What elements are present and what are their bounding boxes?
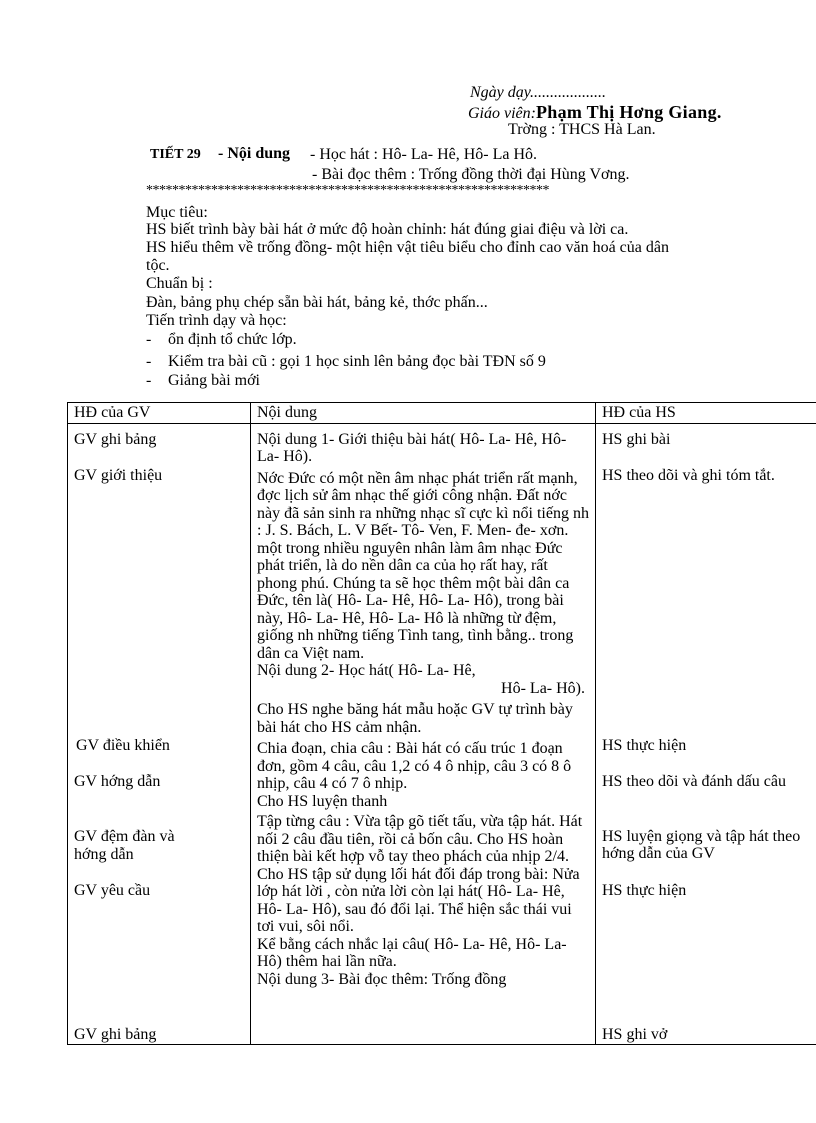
teacher-line (468, 102, 722, 123)
content-paragraph: Cho HS nghe băng hát mẫu hoặc GV tự trình bày bài hát cho HS cảm nhận. (257, 701, 573, 736)
process-heading: Tiến trình dạy và học: (146, 312, 287, 329)
hs-activity: HS ghi bài (602, 430, 671, 448)
content-label: - Nội dung (218, 145, 291, 162)
gv-activity: GV hớng dẫn (74, 772, 161, 790)
preparation-line: Đàn, bảng phụ chép sẵn bài hát, bảng kẻ, thớc phấn... (146, 294, 488, 311)
hs-activity: HS theo dõi và ghi tóm tắt. (602, 466, 775, 484)
table-row (68, 423, 816, 1044)
lesson-plan-table (67, 402, 816, 1045)
content-paragraph: Tập từng câu : Vừa tập gõ tiết tấu, vừa tập hát. Hát nối 2 câu đầu tiên, rồi cả bốn câu. Cho HS hoàn thiện bài kết hợp vỗ tay theo phách của nhịp 2/4. (257, 813, 583, 865)
objectives-line-3: tộc. (146, 257, 170, 274)
lesson-item-2: - Bài đọc thêm : Trống đồng thời đại Hùng Vơng. (312, 166, 630, 183)
gv-activity: GV đệm đàn và (74, 827, 175, 845)
gv-activity: GV điều khiển (76, 736, 170, 754)
lesson-item-1: - Học hát : Hô- La- Hê, Hô- La Hô. (310, 146, 538, 163)
hs-activity: HS ghi vở (602, 1025, 668, 1043)
objectives-heading: Mục tiêu: (146, 204, 208, 221)
content-paragraph: Kể bằng cách nhắc lại câu( Hô- La- Hê, Hô- La- Hô) thêm hai lần nữa. (257, 935, 567, 970)
header-gv: HĐ của GV (68, 403, 251, 424)
process-step: - Kiểm tra bài cũ : gọi 1 học sinh lên bảng đọc bài TĐN số 9 (146, 353, 546, 370)
lesson-code: TIẾT 29 (150, 147, 201, 162)
table-header-row (68, 403, 816, 424)
teacher-name: Phạm Thị Hơng Giang. (535, 102, 722, 122)
content-paragraph: Nội dung 1- Giới thiệu bài hát( Hô- La- Hê, Hô- La- Hô). (257, 430, 567, 465)
school-line: Trờng : THCS Hà Lan. (508, 121, 656, 138)
header-hs: HĐ của HS (596, 403, 816, 424)
content-paragraph: Nớc Đức có một nền âm nhạc phát triển rất mạnh, đợc lịch sử âm nhạc thế giới công nhận. Đất nớc này đã sản sinh ra những nhạc sĩ cực kì nổi tiếng nh : J. S. Bách, L. V Bết- Tô- Ven, F. Men- đe- xơn. một trong nhiều nguyên nhân làm âm nhạc Đức phát triển, là do nền dân ca của họ rất hay, rất phong phú. Chúng ta sẽ học thêm một bài dân ca Đức, tên là( Hô- La- Hê, Hô- La- Hô), trong bài này, Hô- La- Hê, Hô- La- Hô là những từ đệm, giống nh những tiếng Tình tang, tình bằng.. trong dân ca Việt nam. (257, 469, 589, 662)
hs-activity: HS luyện giọng và tập hát theo hớng dẫn của GV (602, 827, 801, 862)
gv-activity: GV giới thiệu (74, 466, 163, 484)
hs-activity: HS thực hiện (602, 736, 687, 754)
objectives-line-1: HS biết trình bày bài hát ở mức độ hoàn chỉnh: hát đúng giai điệu và lời ca. (146, 221, 629, 238)
content-paragraph: Nội dung 2- Học hát( Hô- La- Hê, (257, 662, 476, 679)
gv-activity: GV yêu cầu (74, 881, 151, 899)
hs-activity: HS theo dõi và đánh dấu câu (602, 772, 786, 790)
objectives-line-2: HS hiểu thêm về trống đồng- một hiện vật tiêu biểu cho đỉnh cao văn hoá của dân (146, 239, 669, 256)
gv-activity: GV ghi bảng (74, 1025, 157, 1043)
date-line: Ngày dạy................... (470, 84, 606, 101)
process-step: - ổn định tổ chức lớp. (146, 331, 297, 348)
content-paragraph: Hô- La- Hô). (501, 679, 585, 697)
gv-column (68, 423, 251, 1044)
teacher-label: Giáo viên: (468, 105, 536, 122)
content-paragraph: Chia đoạn, chia câu : Bài hát có cấu trúc 1 đoạn đơn, gồm 4 câu, câu 1,2 có 4 ô nhịp, câu 3 có 8 ô nhịp, câu 4 có 7 ô nhịp. (257, 740, 572, 792)
hs-column (596, 423, 816, 1044)
hs-activity: HS thực hiện (602, 881, 687, 899)
content-paragraph: Cho HS luyện thanh (257, 792, 388, 810)
gv-activity: GV ghi bảng (74, 430, 157, 448)
content-column (251, 423, 596, 1044)
gv-activity: hớng dẫn (74, 845, 134, 863)
content-paragraph: Nội dung 3- Bài đọc thêm: Trống đồng (257, 970, 507, 988)
header-content: Nội dung (251, 403, 596, 424)
preparation-heading: Chuẩn bị : (146, 275, 213, 292)
content-paragraph: Cho HS tập sử dụng lối hát đối đáp trong bài: Nửa lớp hát lời , còn nửa lời còn lại hát( Hô- La- Hê, Hô- La- Hô), sau đó đổi lại. Thể hiện sắc thái vui tơi vui, sôi nổi. (257, 865, 580, 935)
process-step: - Giảng bài mới (146, 372, 260, 389)
separator: ************************************************************** (146, 183, 549, 198)
